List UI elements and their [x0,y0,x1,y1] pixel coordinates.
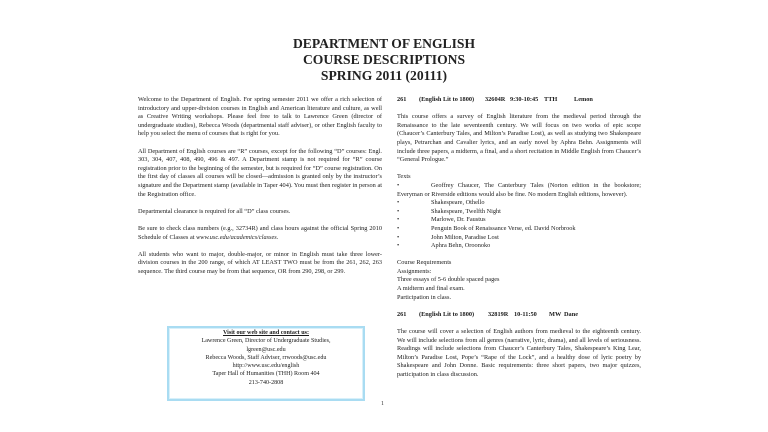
requirements-line: Three essays of 5-6 double spaced pages [397,276,500,284]
page-number: 1 [381,401,384,407]
course-number: 261 [397,96,407,103]
requirements-line: Participation in class. [397,293,452,301]
class-number: 32819R [488,310,509,318]
schedule-link[interactable]: www.usc.edu/academics/classes. [196,233,279,241]
welcome-paragraph: Welcome to the Department of English. For spring semester 2011 we offer a rich selection of introductory and upper-division courses in English and American literature and culture, as well as Creative Writing workshops. Please feel free to talk to Lawrence Green (director of undergraduate studies), Rebecca Woods (departmental staff adviser), or other English faculty to help you select the menu of courses that is right for you. [138,96,382,138]
text-item: • Marlowe, Dr. Faustus [397,216,486,224]
majors-paragraph: All students who want to major, double-major, or minor in English must take three lower-division courses in the 200 range, of which AT LEAST TWO must be from the 261, 262, 263 sequence. The third course may be from that sequence, OR from 290, 298, or 299. [138,250,382,275]
text-item: • Penguin Book of Renaissance Verse, ed. David Norbrook [397,224,576,232]
title-line-term: SPRING 2011 (20111) [320,68,448,83]
requirements-label: Course Requirements [397,259,452,267]
check-class-text: Be sure to check class numbers (e.g., 32734R) and class hours against the official Spring 2010 Schedule of Classes at [138,224,382,241]
r-courses-paragraph: All Department of English courses are “R” courses, except for the following “D” courses: Engl. 303, 304, 407, 408, 490, 496 & 497. A Department stamp is not required for “R” course registration prior to the beginning of the semester, but is required for “D” course registration. On the first day of classes all courses will be closed—admission is granted only by the instructor’s signature and the Department stamp (available in Taper 404). You must then register in person at the Registration office. [138,147,382,198]
texts-label: Texts [397,173,411,181]
instructor: Dane [564,310,578,318]
course-name: (English Lit to 1800) [419,310,475,318]
right-column [397,96,641,388]
contact-heading: Visit our web site and contact us: [223,330,309,336]
contact-office: Taper Hall of Humanities (THH) Room 404 [212,371,320,378]
class-time: 9:30-10:45 [510,96,539,103]
text-item: • Aphra Behn, Oroonoko [397,242,491,250]
bullet-icon: • [397,216,400,224]
course-name: (English Lit to 1800) [419,96,475,103]
bullet-icon: • [397,242,400,250]
contact-box [167,326,365,401]
class-time: 10-11:50 [514,310,537,318]
bullet-icon: • [397,199,400,207]
bullet-icon: • [397,224,400,232]
course-description: This course offers a survey of English literature from the medieval period through the Renaissance to the late seventeenth century. We will focus on two works of epic scope (Chaucer’s Canterbury Tales, and Milton’s Paradise Lost), as well as studying two Shakespeare plays, Petrarchan and Cavalier lyrics, and an early novel by Aphra Behn. Assignments will include three papers, a midterm, a final, and a short recitation in Middle English from Chaucer’s “General Prologue.” [397,113,641,164]
course-header [397,311,641,320]
texts-list [397,173,641,250]
text-item: • Geoffrey Chaucer, The Canterbury Tales (Norton edition in the bookstore; Everyman or Riverside editions would also be fine. No modern English editions, however). [397,181,641,198]
class-days: MW [549,310,562,318]
course-description: The course will cover a selection of English authors from medieval to the eighteenth century. We will include selections from all genres (narrative, lyric, drama), and all levels of seriousness. Readings will include selections from Chaucer’s Canterbury Tales, Shakespeare’s King Lear, Milton’s Paradise Lost, Pope’s “Rape of the Lock”, and a healthy dose of lyric poetry by Shakespeare and John Donne. Basic requirements: three short papers, two major quizzes, participation in class discussion. [397,328,641,378]
clearance-paragraph: Departmental clearance is required for all “D” class courses. [138,207,291,215]
contact-adviser[interactable]: Rebecca Woods, Staff Adviser, rrwoods@usc.edu [205,354,327,361]
class-number: 32604R [485,96,506,103]
document-title [0,36,768,84]
class-days: TTH [544,96,558,103]
instructor: Lemon [574,96,593,103]
bullet-icon: • [397,207,400,215]
contact-website[interactable]: http://www.usc.edu/english [232,363,300,370]
text-item: • Shakespeare, Othello [397,199,485,207]
course-header [397,96,641,105]
text-item: • John Milton, Paradise Lost [397,233,499,241]
text-item: • Shakespeare, Twelfth Night [397,207,501,215]
course-number: 261 [397,310,407,318]
bullet-icon: • [397,181,400,189]
title-line-descriptions: COURSE DESCRIPTIONS [302,52,466,67]
left-column [138,96,382,285]
bullet-icon: • [397,233,400,241]
course-requirements [397,259,641,302]
contact-phone: 213-740-2808 [248,379,284,386]
title-line-department: DEPARTMENT OF ENGLISH [292,36,476,51]
contact-director-email[interactable]: lgreen@usc.edu [246,346,286,353]
check-class-paragraph [138,225,382,242]
requirements-line: Assignments: [397,267,432,275]
requirements-line: A midterm and final exam. [397,285,465,293]
contact-director: Lawrence Green, Director of Undergraduate Studies, [201,338,331,345]
